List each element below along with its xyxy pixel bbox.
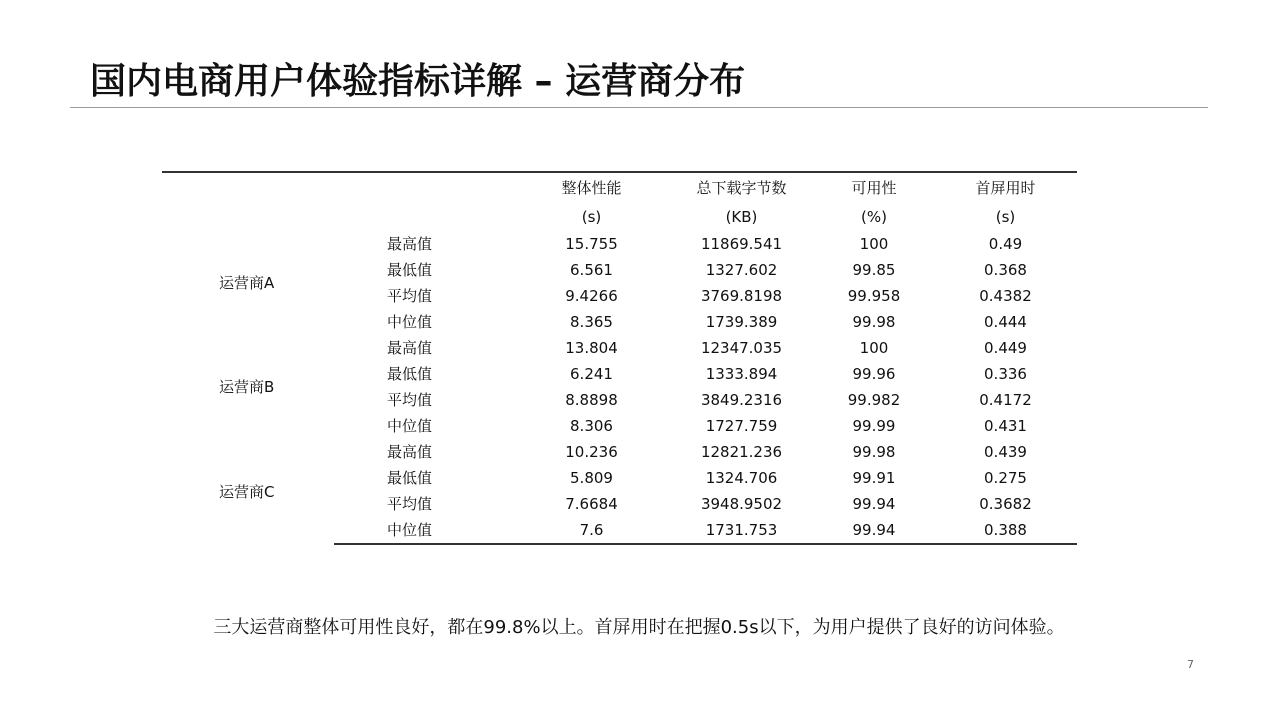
value-cell: 99.96 [852, 365, 896, 383]
value-cell: 8.306 [570, 417, 613, 435]
value-cell: 0.449 [984, 339, 1027, 357]
value-cell: 1731.753 [669, 517, 814, 544]
value-cell: 3849.2316 [700, 391, 783, 409]
value-cell: 1333.894 [705, 365, 778, 383]
value-cell: 6.241 [570, 365, 613, 383]
value-cell: 8.8898 [565, 391, 618, 409]
unit-empty-stat [334, 203, 514, 231]
value-cell: 0.49 [988, 235, 1023, 253]
stat-label: 最低值 [387, 261, 433, 279]
header-overall-performance: 整体性能 [514, 172, 669, 203]
stat-label: 最低值 [387, 469, 433, 487]
value-cell: 0.439 [984, 443, 1027, 461]
value-cell: 0.368 [984, 261, 1027, 279]
value-cell: 100 [859, 339, 889, 357]
value-cell: 0.3682 [979, 495, 1032, 513]
value-cell: 15.755 [565, 235, 618, 253]
stat-label: 平均值 [387, 495, 433, 513]
value-cell: 99.982 [847, 391, 901, 409]
stat-label: 中位值 [387, 417, 433, 435]
header-total-download-bytes: 总下载字节数 [669, 172, 814, 203]
operator-metrics-table [162, 171, 1077, 545]
value-cell: 0.336 [984, 365, 1027, 383]
operator-label: 运营商B [219, 378, 275, 396]
value-cell: 11869.541 [700, 235, 783, 253]
value-cell: 1327.602 [705, 261, 778, 279]
value-cell: 10.236 [565, 443, 618, 461]
value-cell: 100 [859, 235, 889, 253]
value-cell: 5.809 [570, 469, 613, 487]
value-cell: 12347.035 [700, 339, 783, 357]
summary-text: 三大运营商整体可用性良好，都在99.8%以上。首屏用时在把握0.5s以下，为用户提供了良好的访问体验。 [213, 617, 1065, 638]
title-divider [70, 107, 1208, 108]
value-cell: 0.431 [984, 417, 1027, 435]
unit-first-screen-time: (s) [995, 208, 1016, 226]
value-cell: 3948.9502 [700, 495, 783, 513]
value-cell: 99.94 [814, 517, 934, 544]
value-cell: 12821.236 [700, 443, 783, 461]
unit-empty-operator [162, 203, 334, 231]
value-cell: 3769.8198 [700, 287, 783, 305]
stat-label: 中位值 [334, 517, 514, 544]
unit-overall-performance: (s) [581, 208, 602, 226]
value-cell: 99.98 [852, 313, 896, 331]
header-empty-stat [334, 172, 514, 203]
value-cell: 1739.389 [705, 313, 778, 331]
stat-label: 最高值 [387, 339, 433, 357]
page-number: 7 [1187, 658, 1194, 671]
value-cell: 0.275 [984, 469, 1027, 487]
value-cell: 13.804 [565, 339, 618, 357]
unit-total-download-bytes: (KB) [725, 208, 758, 226]
stat-label: 最高值 [387, 443, 433, 461]
value-cell: 8.365 [570, 313, 613, 331]
value-cell: 99.85 [852, 261, 896, 279]
value-cell: 7.6684 [565, 495, 618, 513]
value-cell: 0.4172 [979, 391, 1032, 409]
stat-label: 最高值 [387, 235, 433, 253]
table-row [162, 439, 1077, 465]
table-row [162, 335, 1077, 361]
unit-availability: (%) [861, 208, 887, 226]
value-cell: 0.388 [934, 517, 1077, 544]
header-availability: 可用性 [814, 172, 934, 203]
value-cell: 99.94 [852, 495, 896, 513]
stat-label: 平均值 [387, 287, 433, 305]
value-cell: 1727.759 [705, 417, 778, 435]
header-first-screen-time: 首屏用时 [934, 172, 1077, 203]
value-cell: 99.958 [847, 287, 901, 305]
value-cell: 9.4266 [565, 287, 618, 305]
value-cell: 0.444 [984, 313, 1027, 331]
table-unit-row [162, 203, 1077, 231]
value-cell: 99.99 [852, 417, 896, 435]
value-cell: 99.91 [852, 469, 896, 487]
stat-label: 中位值 [387, 313, 433, 331]
operator-label: 运营商C [219, 482, 275, 501]
table-row [162, 231, 1077, 257]
stat-label: 最低值 [387, 365, 433, 383]
stat-label: 平均值 [387, 391, 433, 409]
slide-title: 国内电商用户体验指标详解 – 运营商分布 [90, 61, 746, 102]
table-header-row [162, 172, 1077, 203]
operator-label: 运营商A [219, 274, 275, 292]
value-cell: 6.561 [570, 261, 613, 279]
header-empty-operator [162, 172, 334, 203]
value-cell: 0.4382 [979, 287, 1032, 305]
value-cell: 99.98 [852, 443, 896, 461]
value-cell: 7.6 [514, 517, 669, 544]
value-cell: 1324.706 [705, 469, 778, 487]
